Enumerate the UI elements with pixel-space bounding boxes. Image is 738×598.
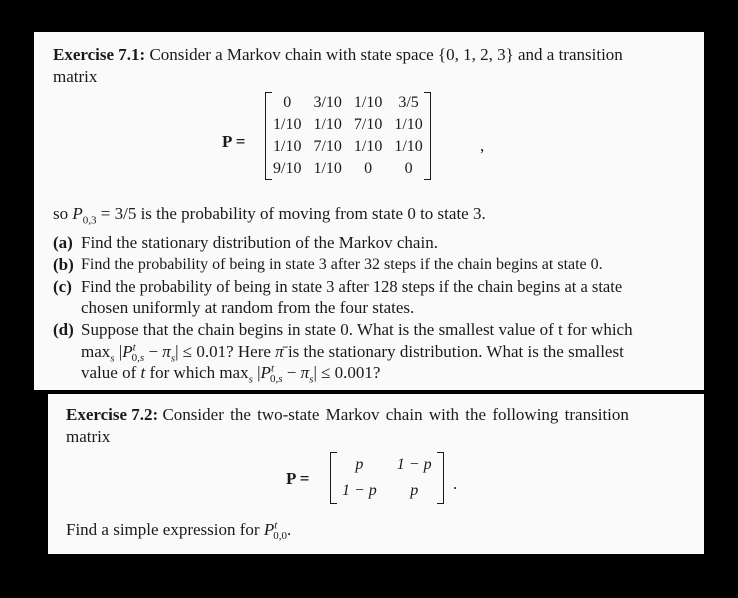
exercise-7-1-intro-line2: matrix [53,67,98,86]
matrix-cell: 0 [283,94,292,111]
exercise-7-1-intro [53,45,623,65]
part-d-text-2: $\max_s |P^t_{0,s} - \pi_s| \le 0.01$? Here π̄ is the stationary distribution. What is the smallest [81,341,624,365]
matrix-cell: 1/10 [273,116,302,133]
matrix-cell: p [410,482,419,499]
matrix-cell: 1/10 [394,116,423,133]
matrix-cell: 3/10 [313,94,342,111]
part-c-label: (c) [53,277,72,296]
matrix-2-left-bracket [330,452,337,504]
matrix-cell: 3/5 [398,94,419,111]
part-d-text-3: value of t for which $\max_s |P^t_{0,s} - \pi_s| \le 0.001$? [81,362,381,386]
matrix-row [267,136,429,158]
part-c-text: Find the probability of being in state 3 after 128 steps if the chain begins at a state [81,277,623,296]
matrix-cell: 1 − p [342,482,377,499]
matrix-row [267,158,429,180]
matrix-left-bracket [265,92,272,180]
part-c-text-2: chosen uniformly at random from the four states. [81,298,415,317]
matrix-cell: 0 [364,160,373,177]
exercise-7-2-title: Exercise 7.2: [66,405,159,424]
matrix-cell: 1/10 [353,94,383,111]
find-expression: Find a simple expression for $P^t_{0,0}$. [66,519,292,543]
matrix-comma: , [480,136,485,155]
exercise-7-1-intro-line1: Consider a Markov chain with state space {0, 1, 2, 3} and a transition [149,45,623,64]
matrix-cell: 1/10 [313,116,342,133]
exercise-7-2-intro [66,405,629,425]
matrix-cell: 1 − p [396,456,432,473]
matrix-2-grid [332,452,442,504]
part-a-text: Find the stationary distribution of the Markov chain. [81,233,438,252]
matrix-cell: 0 [404,160,413,177]
matrix-2-p-label: P = [286,469,310,488]
matrix-cell: 7/10 [353,116,383,133]
exercise-7-2-card [48,394,704,554]
exercise-7-2-intro-line2: matrix [66,427,111,446]
exercise-7-1-title: Exercise 7.1: [53,45,146,64]
part-a-label: (a) [53,233,73,252]
matrix-cell: 1/10 [353,138,383,155]
matrix-cell: 1/10 [313,160,342,177]
matrix-cell: 7/10 [313,138,342,155]
part-d-text: Suppose that the chain begins in state 0. What is the smallest value of t for which [81,320,633,339]
part-d-label: (d) [53,320,74,339]
exercise-7-1-card [34,32,704,390]
matrix-cell: 1/10 [273,138,302,155]
matrix-cell: p [355,456,364,473]
exercise-7-2-intro-line1: Consider the two-state Markov chain with the following transition [162,405,629,424]
transition-matrix [267,92,429,180]
matrix-cell: 1/10 [394,138,423,155]
part-b-label: (b) [53,255,74,274]
matrix-row [267,114,429,136]
matrix-p-label: P = [222,132,246,151]
two-state-matrix [332,452,442,504]
matrix-grid [267,92,429,180]
matrix-2-period: . [453,474,458,493]
matrix-row [267,92,429,114]
matrix-row [332,478,442,504]
matrix-row [332,452,442,478]
so-line: so $P_{0,3} = 3/5$ is the probability of moving from state 0 to state 3. [53,204,486,227]
matrix-cell: 9/10 [273,160,302,177]
matrix-2-right-bracket [437,452,444,504]
part-b-text: Find the probability of being in state 3 after 32 steps if the chain begins at state 0. [81,256,603,273]
matrix-right-bracket [424,92,431,180]
